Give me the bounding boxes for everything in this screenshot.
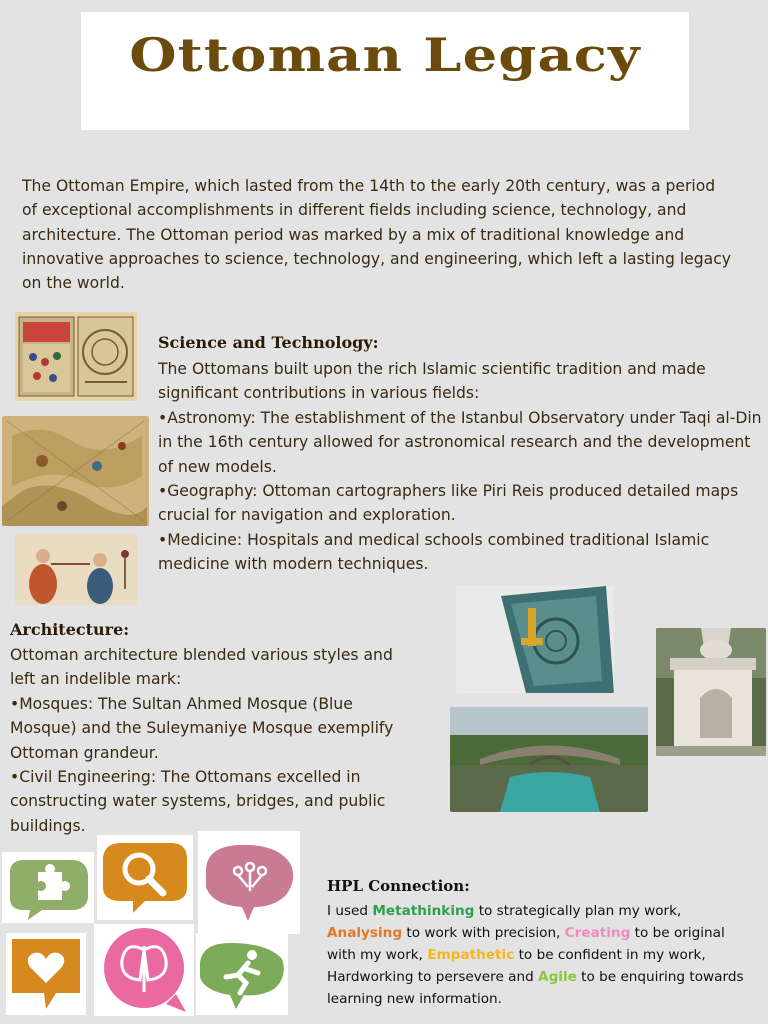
architecture-bullet-civil: •Civil Engineering: The Ottomans excelled in constructing water systems, bridges, and public buildings. (10, 768, 386, 835)
science-lead: The Ottomans built upon the rich Islamic scientific tradition and made significant contributions in various fields: (158, 360, 706, 403)
title-box (81, 12, 689, 130)
science-bullet-medicine: •Medicine: Hospitals and medical schools combined traditional Islamic medicine with modern techniques. (158, 530, 710, 574)
puzzle-icon (2, 852, 94, 923)
hpl-heading: HPL Connection: (327, 877, 470, 895)
fountain-kiosk-image (656, 628, 766, 756)
butterfly-icon (94, 924, 194, 1016)
architecture-bullet-mosques: •Mosques: The Sultan Ahmed Mosque (Blue Mosque) and the Suleymaniye Mosque exemplify Ottoman grandeur. (10, 694, 394, 762)
keyword-creating: Creating (564, 925, 631, 941)
hpl-text-part: to work with precision, (402, 925, 565, 941)
hpl-text (327, 900, 747, 1010)
heart-speech-icon (6, 933, 86, 1015)
architecture-heading: Architecture: (10, 620, 130, 639)
intro-paragraph: The Ottoman Empire, which lasted from the 14th to the early 20th century, was a period of exceptional accomplishments in different fields including science, technology, and architecture. The Ottoman period was marked by a mix of traditional knowledge and innovative approaches to science, technology, and engineering, which left a lasting legacy on the world. (22, 177, 731, 293)
hpl-text-part: to be original with my work, (327, 925, 725, 963)
fountain-tap-image (456, 586, 614, 693)
hpl-text-part: to be enquiring towards learning new information. (327, 969, 744, 1007)
science-bullet-astronomy: •Astronomy: The establishment of the Istanbul Observatory under Taqi al-Din in the 16th century allowed for astronomical research and the development of new models. (158, 408, 762, 476)
keyword-metathinking: Metathinking (372, 903, 475, 919)
magnifier-icon (97, 835, 193, 920)
hpl-text-part: to be confident in my work, Hardworking to persevere and (327, 947, 706, 985)
observatory-manuscript-image (15, 312, 137, 401)
keyword-agile: Agile (538, 969, 577, 985)
runner-icon (196, 933, 288, 1015)
hpl-text-part: to strategically plan my work, (474, 903, 682, 919)
science-bullet-geography: •Geography: Ottoman cartographers like Piri Reis produced detailed maps crucial for navigation and exploration. (158, 482, 739, 525)
architecture-text (10, 643, 420, 838)
keyword-analysing: Analysing (327, 925, 403, 941)
architecture-lead: Ottoman architecture blended various styles and left an indelible mark: (10, 646, 393, 689)
page-title: Ottoman Legacy (129, 28, 641, 82)
science-text (158, 357, 768, 577)
keyword-empathetic: Empathetic (427, 947, 515, 963)
hpl-text-part: I used (327, 903, 373, 919)
piri-reis-map-image (2, 416, 149, 526)
science-heading: Science and Technology: (158, 333, 379, 352)
brain-icon (198, 831, 300, 934)
stone-bridge-image (450, 707, 648, 812)
medicine-miniature-image (15, 534, 137, 605)
